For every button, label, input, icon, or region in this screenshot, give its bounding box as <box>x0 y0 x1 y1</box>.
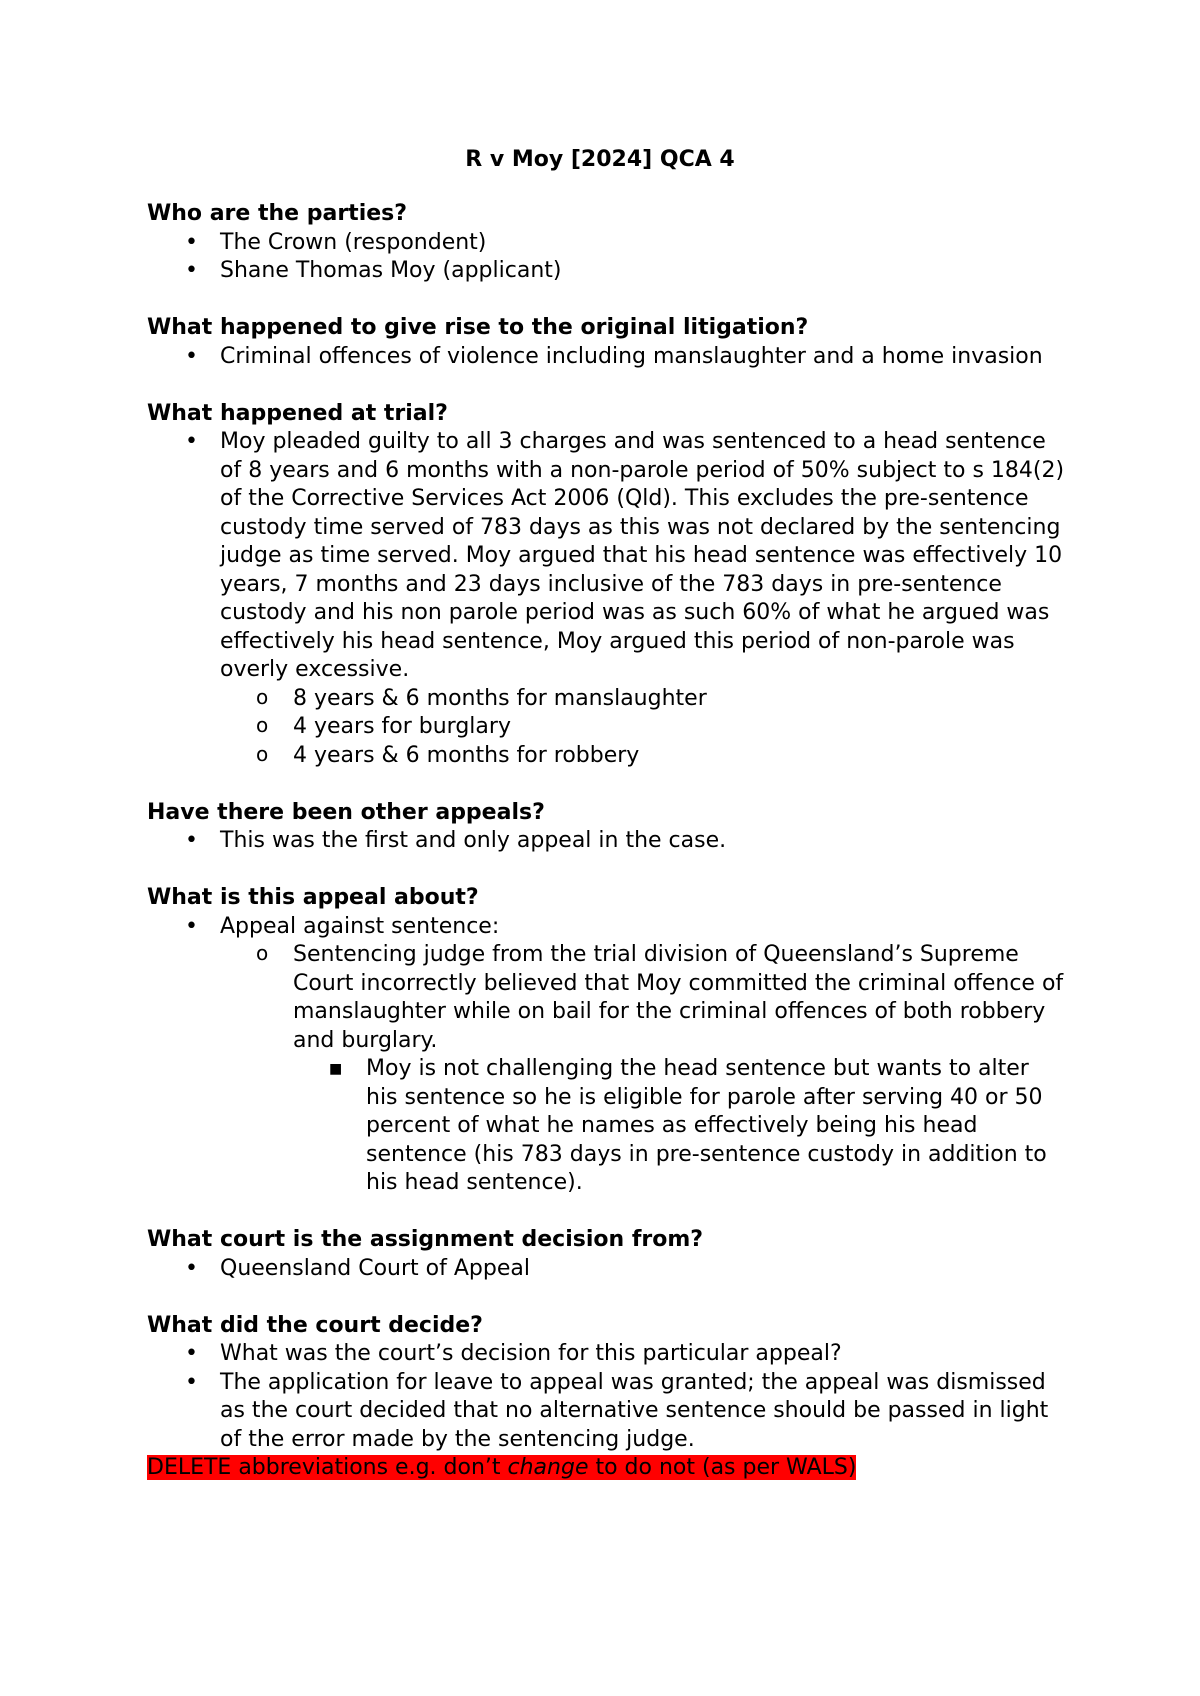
question-heading: What happened to give rise to the original litigation? <box>147 315 809 340</box>
circle-bullet-icon: o <box>256 684 269 709</box>
section-parties <box>147 200 1067 286</box>
list-item: • Criminal offences of violence including manslaughter and a home invasion <box>147 343 1067 372</box>
sub-list-item: o 4 years & 6 months for robbery <box>256 741 640 768</box>
bullet-icon: • <box>185 429 198 454</box>
bullet-icon: • <box>185 1255 198 1281</box>
section-original-litigation <box>147 314 1067 371</box>
bullet-icon: • <box>185 913 198 939</box>
list-item: • The application for leave to appeal was granted; the appeal was dismissed as the court decided that no alternative sentence should be passed in light of the error made by the sentencing judge. <box>185 1369 1049 1452</box>
bullet-icon: • <box>185 343 198 369</box>
bullet-icon: • <box>185 1341 198 1366</box>
sub-bullet-list <box>220 685 1067 771</box>
sub-list-item: o 4 years for burglary <box>256 713 511 739</box>
question-heading: What did the court decide? <box>147 1312 483 1338</box>
bullet-icon: • <box>185 1369 198 1395</box>
section-appeal-about <box>147 884 1067 1198</box>
sub-sub-list-item: ■ Moy is not challenging the head sentence but wants to alter his sentence so he is eligible for parole after serving 40 or 50 percent of what he names as effectively being his head sentence (his 783 days in pre-sentence custody in addition to his head sentence). <box>329 1056 1047 1195</box>
list-item: • Queensland Court of Appeal <box>147 1255 1067 1284</box>
bullet-list <box>147 1340 1067 1454</box>
question-heading: What happened at trial? <box>147 400 448 426</box>
sub-list-item: o 8 years & 6 months for manslaughter <box>256 684 707 711</box>
bullet-list <box>147 1255 1067 1284</box>
list-item: • The Crown (respondent) <box>147 229 1067 258</box>
note-emphasis: change <box>507 1455 589 1480</box>
question-heading: What is this appeal about? <box>147 885 479 910</box>
bullet-icon: • <box>185 229 198 255</box>
document-body <box>147 200 1067 1483</box>
highlighted-note <box>147 1454 1067 1483</box>
section-court <box>147 1226 1067 1283</box>
list-item: • Appeal against sentence: o Sentencing judge from the trial division of Queensland’s Supreme Court incorrectly believed that Moy committed the criminal offence of manslaughter while on bail for the criminal offences of both robbery and burglary. ■ Moy is not challenging the head sentence but wants to alter his sentence so he is eligible for parole after serving 40 or 50 percent of what he names as effectively being his head sentence (his 783 days in pre-sentence custody in addition to his head sentence). <box>147 913 1067 1198</box>
section-trial <box>147 400 1067 771</box>
bullet-list <box>147 428 1067 770</box>
list-item: • Moy pleaded guilty to all 3 charges and was sentenced to a head sentence of 8 years and 6 months with a non-parole period of 50% subject to s 184(2) of the Corrective Services Act 2006 (Qld). This excludes the pre-sentence custody time served of 783 days as this was not declared by the sentencing judge as time served. Moy argued that his head sentence was effectively 10 years, 7 months and 23 days inclusive of the 783 days in pre-sentence custody and his non parole period was as such 60% of what he argued was effectively his head sentence, Moy argued this period of non-parole was overly excessive. o 8 years & 6 months for manslaughter o 4 years for burglary o 4 years & 6 months for robbery <box>147 428 1067 770</box>
sub-list-item: o Sentencing judge from the trial division of Queensland’s Supreme Court incorrectly believed that Moy committed the criminal offence of manslaughter while on bail for the criminal offences of both robbery and burglary. ■ Moy is not challenging the head sentence but wants to alter his sentence so he is eligible for parole after serving 40 or 50 percent of what he names as effectively being his head sentence (his 783 days in pre-sentence custody in addition to his head sentence). <box>220 941 1067 1198</box>
bullet-list <box>147 913 1067 1198</box>
circle-bullet-icon: o <box>256 741 269 766</box>
section-other-appeals <box>147 799 1067 856</box>
sub-bullet-list <box>220 941 1067 1198</box>
question-heading: Have there been other appeals? <box>147 799 545 825</box>
list-item: • What was the court’s decision for this particular appeal? <box>147 1340 1067 1369</box>
list-item: • This was the first and only appeal in the case. <box>147 827 1067 856</box>
document-title: R v Moy [2024] QCA 4 <box>465 147 735 172</box>
sub-sub-bullet-list <box>293 1055 1067 1198</box>
question-heading: What court is the assignment decision from? <box>147 1227 704 1252</box>
question-heading: Who are the parties? <box>147 201 408 226</box>
bullet-list <box>147 343 1067 372</box>
square-bullet-icon: ■ <box>329 1061 343 1077</box>
circle-bullet-icon: o <box>256 713 269 737</box>
bullet-icon: • <box>185 828 198 853</box>
circle-bullet-icon: o <box>256 941 269 965</box>
bullet-list <box>147 827 1067 856</box>
bullet-icon: • <box>185 258 198 283</box>
note-highlight: DELETE abbreviations e.g. don’t change to do not (as per WALS) <box>147 1455 857 1480</box>
bullet-list <box>147 229 1067 286</box>
list-item: • Shane Thomas Moy (applicant) <box>147 257 1067 286</box>
section-decision <box>147 1312 1067 1455</box>
